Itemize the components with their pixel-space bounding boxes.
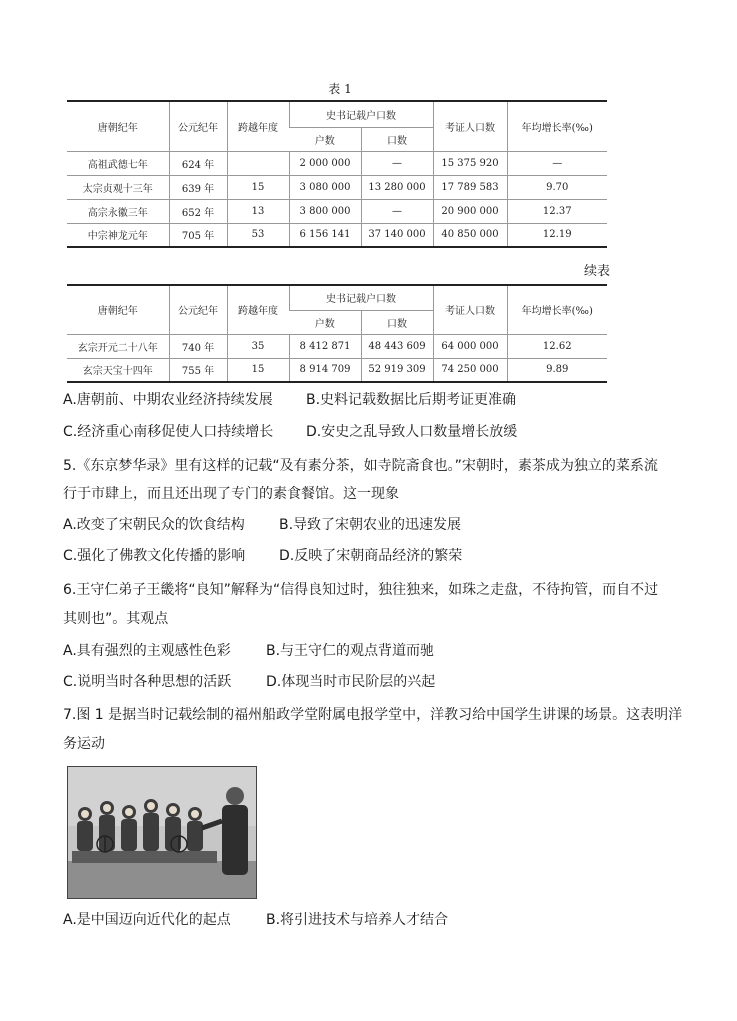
header-households: 户数 bbox=[289, 127, 361, 151]
cell: 12.62 bbox=[507, 334, 607, 358]
cell: 高宗永徽三年 bbox=[67, 199, 169, 223]
cell: 52 919 309 bbox=[361, 358, 433, 382]
cell: 624 年 bbox=[169, 151, 227, 175]
table-row bbox=[67, 334, 607, 358]
cell: 高祖武德七年 bbox=[67, 151, 169, 175]
q7-option-a: A.是中国迈向近代化的起点 bbox=[63, 912, 231, 928]
table2-caption: 续表 bbox=[583, 264, 610, 279]
q5-stem-line1: 5.《东京梦华录》里有这样的记载“及有素分茶，如寺院斋食也。”宋朝时，素茶成为独立的菜系流 bbox=[63, 458, 658, 474]
cell: 玄宗开元二十八年 bbox=[67, 334, 169, 358]
cell: — bbox=[361, 151, 433, 175]
table-row bbox=[67, 151, 607, 175]
table-row bbox=[67, 175, 607, 199]
cell: 705 年 bbox=[169, 223, 227, 247]
header-verified: 考证人口数 bbox=[433, 285, 507, 334]
header-population: 口数 bbox=[361, 127, 433, 151]
header-span: 跨越年度 bbox=[227, 285, 289, 334]
q4-option-a: A.唐朝前、中期农业经济持续发展 bbox=[63, 392, 273, 408]
header-growth: 年均增长率(‰) bbox=[507, 285, 607, 334]
q7-stem-line1: 7.图 1 是据当时记载绘制的福州船政学堂附属电报学堂中，洋教习给中国学生讲课的场景。这表明洋 bbox=[63, 707, 683, 723]
q4-option-c: C.经济重心南移促使人口持续增长 bbox=[63, 424, 274, 440]
cell: 12.37 bbox=[507, 199, 607, 223]
cell: 9.70 bbox=[507, 175, 607, 199]
header-ad-year: 公元纪年 bbox=[169, 285, 227, 334]
cell: 74 250 000 bbox=[433, 358, 507, 382]
cell: 17 789 583 bbox=[433, 175, 507, 199]
cell: 755 年 bbox=[169, 358, 227, 382]
header-dynasty-year: 唐朝纪年 bbox=[67, 101, 169, 151]
cell: 13 280 000 bbox=[361, 175, 433, 199]
header-ad-year: 公元纪年 bbox=[169, 101, 227, 151]
header-recorded: 史书记载户口数 bbox=[289, 285, 433, 310]
header-verified: 考证人口数 bbox=[433, 101, 507, 151]
cell: — bbox=[507, 151, 607, 175]
table1 bbox=[67, 100, 607, 248]
cell: 8 914 709 bbox=[289, 358, 361, 382]
header-population: 口数 bbox=[361, 310, 433, 334]
q5-option-a: A.改变了宋朝民众的饮食结构 bbox=[63, 517, 245, 533]
cell: 40 850 000 bbox=[433, 223, 507, 247]
cell: 玄宗天宝十四年 bbox=[67, 358, 169, 382]
cell: 639 年 bbox=[169, 175, 227, 199]
header-growth: 年均增长率(‰) bbox=[507, 101, 607, 151]
cell: 12.19 bbox=[507, 223, 607, 247]
cell: 2 000 000 bbox=[289, 151, 361, 175]
table2 bbox=[67, 284, 607, 383]
q6-option-c: C.说明当时各种思想的活跃 bbox=[63, 674, 232, 690]
q6-stem-line2: 其则也”。其观点 bbox=[63, 611, 169, 627]
header-households: 户数 bbox=[289, 310, 361, 334]
q6-option-b: B.与王守仁的观点背道而驰 bbox=[266, 643, 435, 659]
cell: — bbox=[361, 199, 433, 223]
q5-option-d: D.反映了宋朝商品经济的繁荣 bbox=[279, 548, 463, 564]
table-row bbox=[67, 223, 607, 247]
header-dynasty-year: 唐朝纪年 bbox=[67, 285, 169, 334]
q6-option-d: D.体现当时市民阶层的兴起 bbox=[266, 674, 436, 690]
q5-stem-line2: 行于市肆上，而且还出现了专门的素食餐馆。这一现象 bbox=[63, 486, 399, 502]
cell: 48 443 609 bbox=[361, 334, 433, 358]
cell: 9.89 bbox=[507, 358, 607, 382]
cell: 13 bbox=[227, 199, 289, 223]
cell bbox=[227, 151, 289, 175]
cell: 8 412 871 bbox=[289, 334, 361, 358]
cell: 35 bbox=[227, 334, 289, 358]
q7-option-b: B.将引进技术与培养人才结合 bbox=[266, 912, 449, 928]
cell: 740 年 bbox=[169, 334, 227, 358]
cell: 53 bbox=[227, 223, 289, 247]
header-span: 跨越年度 bbox=[227, 101, 289, 151]
q5-option-b: B.导致了宋朝农业的迅速发展 bbox=[279, 517, 462, 533]
cell: 15 bbox=[227, 358, 289, 382]
q5-option-c: C.强化了佛教文化传播的影响 bbox=[63, 548, 246, 564]
cell: 3 080 000 bbox=[289, 175, 361, 199]
cell: 15 bbox=[227, 175, 289, 199]
table1-caption: 表 1 bbox=[328, 82, 352, 96]
cell: 太宗贞观十三年 bbox=[67, 175, 169, 199]
cell: 3 800 000 bbox=[289, 199, 361, 223]
q6-stem-line1: 6.王守仁弟子王畿将“良知”解释为“信得良知过时，独往独来，如珠之走盘，不待拘管，而自不过 bbox=[63, 582, 659, 598]
header-recorded: 史书记载户口数 bbox=[289, 101, 433, 127]
cell: 中宗神龙元年 bbox=[67, 223, 169, 247]
q7-stem-line2: 务运动 bbox=[63, 736, 105, 752]
q6-option-a: A.具有强烈的主观感性色彩 bbox=[63, 643, 231, 659]
figure-1-image bbox=[67, 766, 257, 899]
table-row bbox=[67, 199, 607, 223]
table-row bbox=[67, 358, 607, 382]
classroom-illustration bbox=[67, 766, 257, 899]
cell: 6 156 141 bbox=[289, 223, 361, 247]
cell: 37 140 000 bbox=[361, 223, 433, 247]
cell: 15 375 920 bbox=[433, 151, 507, 175]
cell: 20 900 000 bbox=[433, 199, 507, 223]
q4-option-d: D.安史之乱导致人口数量增长放缓 bbox=[306, 424, 518, 440]
cell: 652 年 bbox=[169, 199, 227, 223]
cell: 64 000 000 bbox=[433, 334, 507, 358]
q4-option-b: B.史料记载数据比后期考证更准确 bbox=[306, 392, 517, 408]
